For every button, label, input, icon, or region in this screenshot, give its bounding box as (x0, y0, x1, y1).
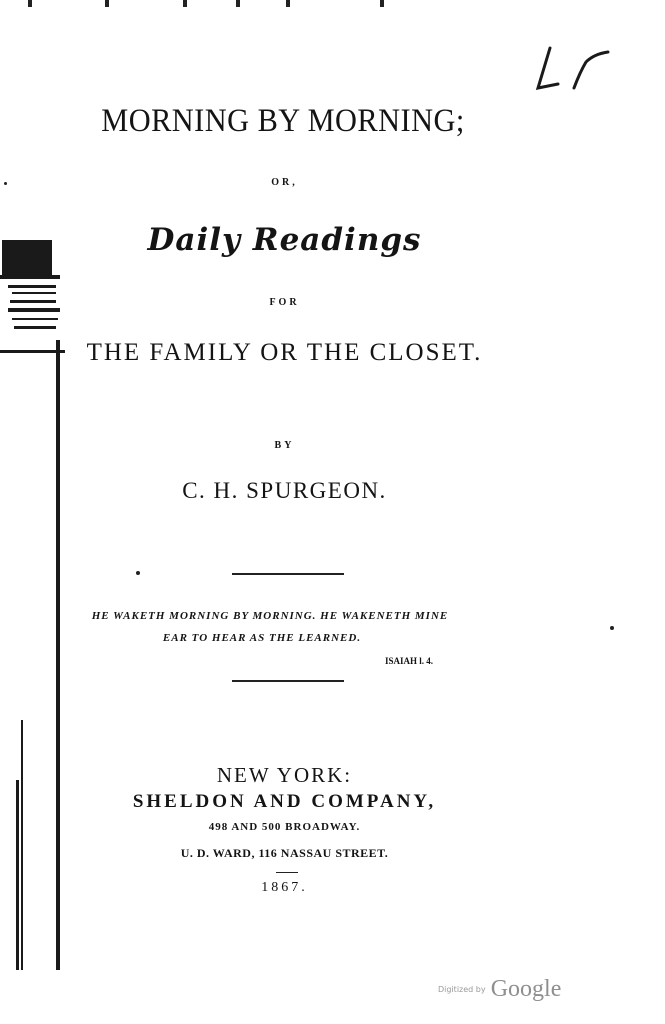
publisher-city: NEW YORK: (216, 763, 353, 787)
ink-speck (136, 571, 140, 575)
handwritten-mark (528, 40, 618, 100)
digitized-watermark (438, 976, 561, 1003)
for-label: FOR (269, 297, 300, 308)
publisher-address: 498 AND 500 BROADWAY. (208, 821, 361, 833)
book-title: MORNING BY MORNING; (101, 103, 465, 139)
by-label: BY (274, 440, 295, 451)
epigraph-line-1: HE WAKETH MORNING BY MORNING. HE WAKENETH MINE (91, 610, 449, 622)
ink-speck (4, 182, 7, 185)
author-name: C. H. SPURGEON. (182, 478, 387, 503)
divider-year (276, 872, 298, 873)
ink-speck (610, 626, 614, 630)
publication-year: 1867. (261, 880, 308, 895)
or-label: OR, (271, 177, 298, 188)
book-subtitle: Daily Readings (147, 222, 422, 258)
epigraph-citation: ISAIAH l. 4. (385, 656, 434, 666)
google-logo: Google (490, 976, 562, 1002)
top-edge-marks (0, 0, 665, 10)
publisher-agent: U. D. WARD, 116 NASSAU STREET. (180, 846, 389, 860)
publisher-name: SHELDON AND COMPANY, (132, 791, 437, 812)
divider-top (232, 573, 344, 575)
divider-bottom (232, 680, 344, 682)
epigraph-line-2: EAR TO HEAR AS THE LEARNED. (162, 632, 362, 644)
watermark-prefix: Digitized by (438, 985, 486, 994)
book-subtitle-secondary: THE FAMILY OR THE CLOSET. (86, 339, 483, 366)
